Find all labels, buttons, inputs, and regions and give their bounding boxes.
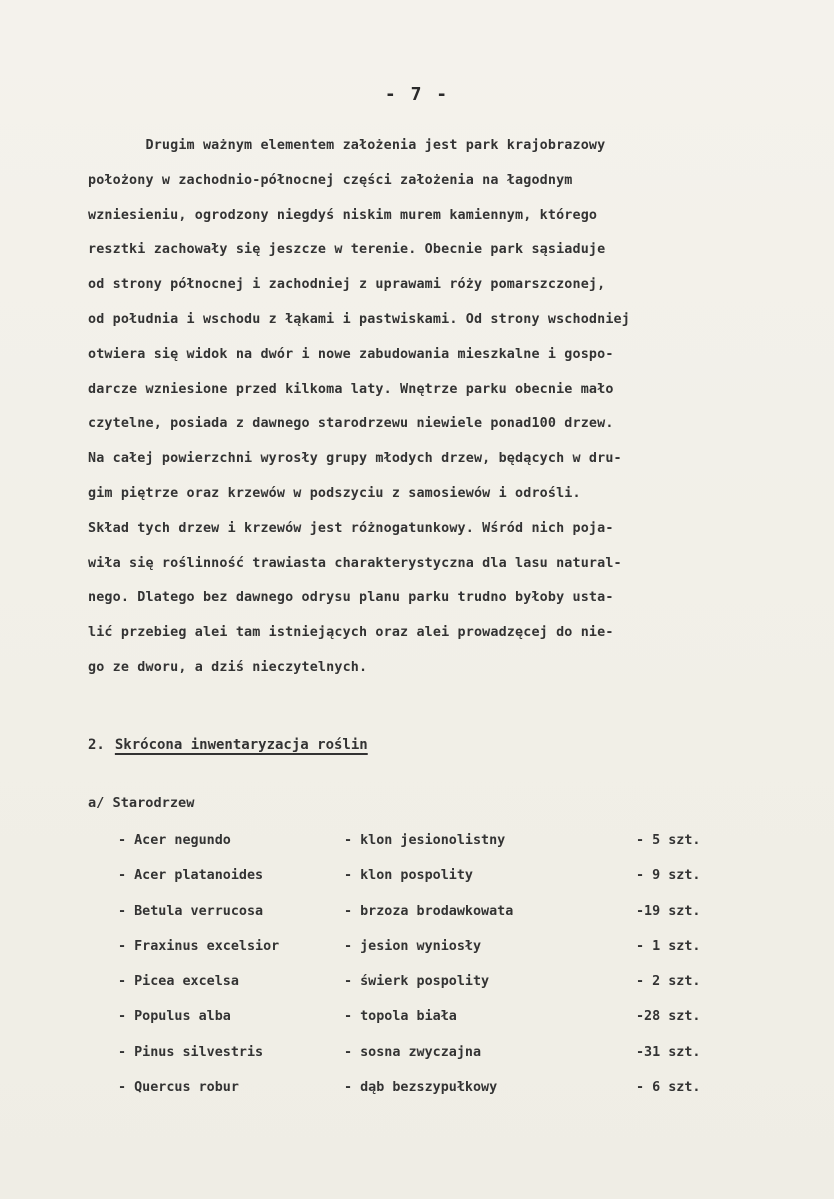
polish-name: - sosna zwyczajna [344, 1044, 482, 1060]
tree-count: - 6 szt. [636, 1080, 701, 1096]
latin-name: - Acer negundo [118, 833, 231, 848]
page-number: - 7 - [384, 84, 450, 105]
latin-name: - Picea excelsa [118, 974, 239, 990]
paragraph-line: nego. Dlatego bez dawnego odrysu planu parku trudno byłoby usta- [88, 590, 614, 606]
latin-name: - Acer platanoides [118, 868, 264, 884]
section-title: Skrócona inwentaryzacja roślin [114, 737, 368, 753]
tree-count: - 5 szt. [636, 833, 701, 848]
tree-count: -31 szt. [636, 1044, 701, 1060]
species-row [118, 939, 758, 974]
section-heading [88, 737, 374, 753]
species-row [118, 974, 758, 1009]
paragraph-line: resztki zachowały się jeszcze w terenie. Obecnie park sąsiaduje [88, 242, 606, 258]
paragraph-line: lić przebieg alei tam istniejących oraz alei prowadzęcej do nie- [88, 625, 614, 641]
species-row [118, 1045, 758, 1080]
paragraph-line: od strony północnej i zachodniej z uprawami róży pomarszczonej, [88, 277, 606, 293]
tree-count: - 9 szt. [636, 868, 701, 884]
paragraph-line: wiła się roślinność trawiasta charakterystyczna dla lasu natural- [88, 555, 622, 571]
paragraph-line: od południa i wschodu z łąkami i pastwiskami. Od strony wschodniej [88, 311, 630, 327]
latin-name: - Fraxinus excelsior [118, 938, 280, 954]
latin-name: - Pinus silvestris [118, 1044, 264, 1060]
paragraph-line: położony w zachodnio-północnej części założenia na łagodnym [88, 172, 573, 188]
paragraph-line: otwiera się widok na dwór i nowe zabudowania mieszkalne i gospo- [88, 346, 614, 362]
polish-name: - topola biała [344, 1009, 457, 1025]
species-row [118, 1080, 758, 1115]
paragraph-line: wzniesieniu, ogrodzony niegdyś niskim murem kamiennym, którego [88, 207, 598, 223]
body-paragraph [88, 136, 818, 693]
latin-name: - Populus alba [118, 1009, 231, 1025]
tree-count: -28 szt. [636, 1009, 701, 1025]
paragraph-line: gim piętrze oraz krzewów w podszyciu z samosiewów i odrośli. [88, 485, 581, 501]
polish-name: - jesion wyniosły [344, 938, 482, 954]
section-number: 2. [88, 737, 105, 753]
tree-count: - 2 szt. [636, 974, 701, 990]
species-row [118, 904, 758, 939]
paragraph-line: Drugim ważnym elementem założenia jest park krajobrazowy [88, 138, 606, 153]
species-row [118, 833, 758, 868]
polish-name: - dąb bezszypułkowy [344, 1080, 498, 1096]
tree-count: - 1 szt. [636, 938, 701, 954]
species-row [118, 1009, 758, 1044]
paragraph-line: Skład tych drzew i krzewów jest różnogatunkowy. Wśród nich poja- [88, 520, 614, 536]
paragraph-line: Na całej powierzchni wyrosły grupy młodych drzew, będących w dru- [88, 451, 622, 467]
polish-name: - świerk pospolity [344, 974, 490, 990]
paragraph-line: czytelne, posiada z dawnego starodrzewu niewiele ponad100 drzew. [88, 416, 614, 432]
species-row [118, 868, 758, 903]
polish-name: - klon pospolity [344, 868, 473, 884]
polish-name: - brzoza brodawkowata [344, 903, 514, 919]
latin-name: - Betula verrucosa [118, 903, 264, 919]
subsection-label: a/ Starodrzew [88, 795, 195, 811]
paragraph-line: go ze dworu, a dziś nieczytelnych. [88, 659, 368, 675]
species-list [118, 833, 758, 1115]
paragraph-line: darcze wzniesione przed kilkoma laty. Wnętrze parku obecnie mało [88, 381, 614, 397]
latin-name: - Quercus robur [118, 1080, 239, 1096]
polish-name: - klon jesionolistny [344, 833, 506, 848]
tree-count: -19 szt. [636, 903, 701, 919]
